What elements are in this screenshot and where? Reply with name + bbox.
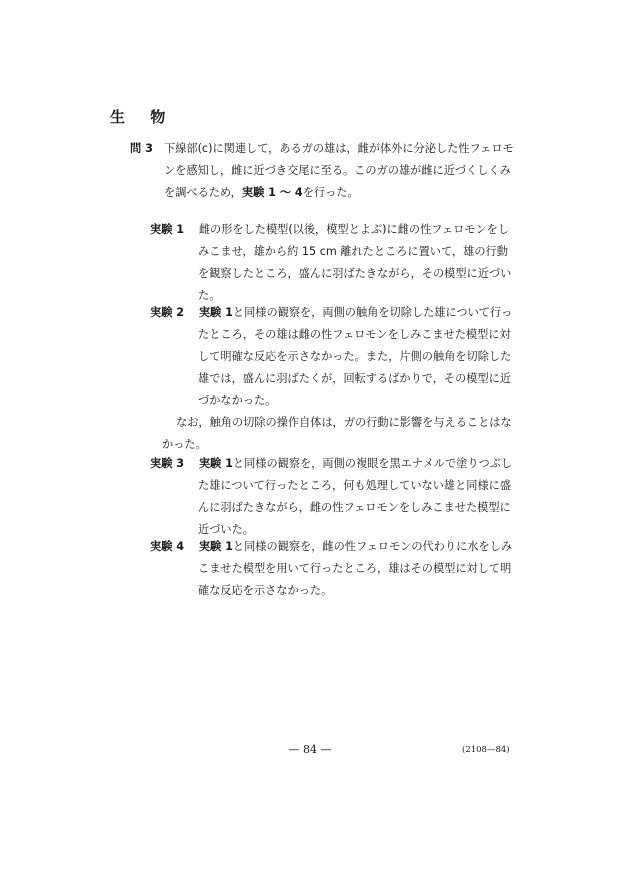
experiment-label: 実験 4 [150,540,185,553]
experiment-label: 実験 2 [150,306,185,319]
question-text: 下線部(c)に関連して，あるガの雄は，雌が体外に分泌した性フェロモンを感知し，雌に近づき交尾に至る。このガの雄が雌に近づくしくみを調べるため，実験 1 ～ 4を行った。 [164,142,514,199]
experiment-label: 実験 3 [150,457,185,470]
experiment-note: なお，触角の切除の操作自体は，ガの行動に影響を与えることはなかった。 [162,416,512,451]
question-3 [130,138,515,204]
page-number: — 84 — [288,743,332,756]
experiment-2 [150,302,515,456]
subject-heading: 生 物 [110,108,176,126]
experiment-4 [150,536,515,602]
page-code: (2108—84) [462,745,510,755]
experiment-label: 実験 1 [150,223,185,236]
experiment-3 [150,453,515,541]
experiment-range: 実験 1 ～ 4 [241,186,303,199]
experiment-ref: 実験 1 [198,306,233,319]
experiment-text: 雌の形をした模型(以後，模型とよぶ)に雌の性フェロモンをしみこませ，雄から約 15 cm 離れたところに置いて，雄の行動を観察したところ，盛んに羽ばたきながら，その模型に近づいた。 [198,223,512,302]
experiment-1 [150,219,515,307]
experiment-text: と同様の観察を，両側の複眼を黒エナメルで塗りつぶした雄について行ったところ，何も処理していない雄と同様に盛んに羽ばたきながら，雌の性フェロモンをしみこませた模型に近づいた。 [198,457,513,536]
experiment-ref: 実験 1 [198,457,233,470]
experiment-ref: 実験 1 [198,540,233,553]
experiment-text: と同様の観察を，雌の性フェロモンの代わりに水をしみこませた模型を用いて行ったところ，雄はその模型に対して明確な反応を示さなかった。 [198,540,513,597]
experiment-text: と同様の観察を，両側の触角を切除した雄について行ったところ，その雄は雌の性フェロモンをしみこませた模型に対して明確な反応を示さなかった。また，片側の触角を切除した雄では，盛んに羽ばたくが，回転するばかりで，その模型に近づかなかった。 [198,306,513,407]
question-number: 問 3 [130,142,153,155]
